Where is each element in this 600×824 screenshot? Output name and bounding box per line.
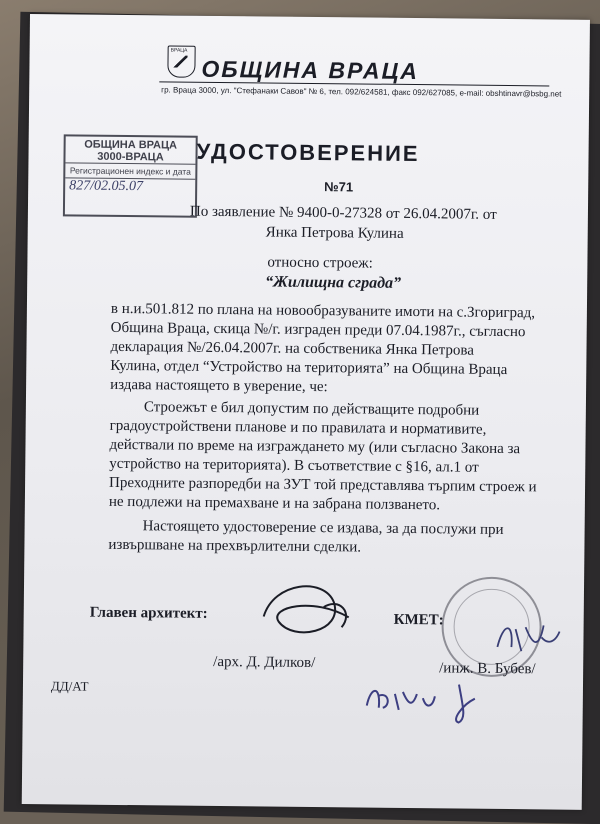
paragraph-2-line-1: Строежът е бил допустим по действащите подробни [143, 399, 480, 419]
crest-label: ВРАЦА [170, 47, 188, 54]
paragraph-1-line-1: в н.и.501.812 по плана на новообразуваните имоти на с.Згориград, [110, 300, 536, 322]
paragraph-2-line-5: Преходните разпоредби на ЗУТ той представлява търпим строеж и [109, 474, 537, 496]
applicant-name: Янка Петрова Кулина [265, 224, 404, 242]
paragraph-2-line-6: не подлежи на премахване и на забрана ползването. [108, 493, 441, 514]
architect-signature-icon [253, 576, 364, 647]
document-title: УДОСТОВЕРЕНИЕ [196, 138, 420, 167]
stamp-line-handwritten-index: 827/02.05.07 [69, 178, 144, 195]
letterhead-address: гр. Враца 3000, ул. "Стефанаки Савов" № 6, тел. 092/624581, факс 092/627085, e-mail: obshtinavr@bsbg.net [161, 85, 562, 99]
chief-architect-label: Главен архитект: [89, 604, 208, 622]
chief-architect-name: /арх. Д. Дилков/ [213, 653, 316, 672]
letterhead-title: ОБЩИНА ВРАЦА [201, 55, 420, 85]
mayor-label: КМЕТ: [393, 611, 444, 629]
paragraph-1-line-5: издава настоящето в уверение, че: [110, 376, 328, 396]
regarding-label: относно строеж: [267, 254, 373, 272]
paragraph-1-line-4: Кулина, отдел “Устройство на територията” на Община Враца [110, 357, 508, 379]
mayor-name: /инж. В. Бубев/ [439, 660, 536, 678]
handwritten-note-icon [363, 676, 494, 727]
stamp-line-municipality: ОБЩИНА ВРАЦА [84, 138, 178, 152]
paragraph-2-line-2: градоустройствени планове и по правилата и нормативите, [109, 417, 487, 438]
document-number: №71 [324, 179, 354, 195]
paragraph-2-line-4: устройство на територията). В съответствие с §16, ал.1 от [109, 455, 479, 476]
paragraph-1-line-2: Община Враца, скица №/г. изграден преди 07.04.1987г., съгласно [110, 319, 526, 341]
building-type: “Жилищна сграда” [265, 273, 402, 292]
request-line: По заявление № 9400-0-27328 от 26.04.2007г. от [189, 203, 497, 223]
paragraph-3-line-1: Настоящето удостоверение се издава, за да послужи при [142, 518, 504, 538]
municipality-crest-icon [167, 45, 195, 77]
paragraph-2-line-3: действали по време на изграждането му (или съгласно Закона за [109, 436, 521, 458]
stamp-line-caption: Регистрационен индекс и дата [65, 163, 195, 179]
paragraph-1-line-3: декларация №/26.04.2007г. на собственика Янка Петрова [110, 338, 474, 359]
paragraph-3-line-2: извършване на прехвърлителни сделки. [108, 536, 362, 556]
stamp-line-city: 3000-ВРАЦА [65, 150, 195, 164]
document-page [22, 14, 590, 810]
registration-stamp [63, 134, 198, 217]
document-initials: ДД/АТ [50, 678, 89, 694]
mayor-signature-icon [493, 617, 563, 666]
